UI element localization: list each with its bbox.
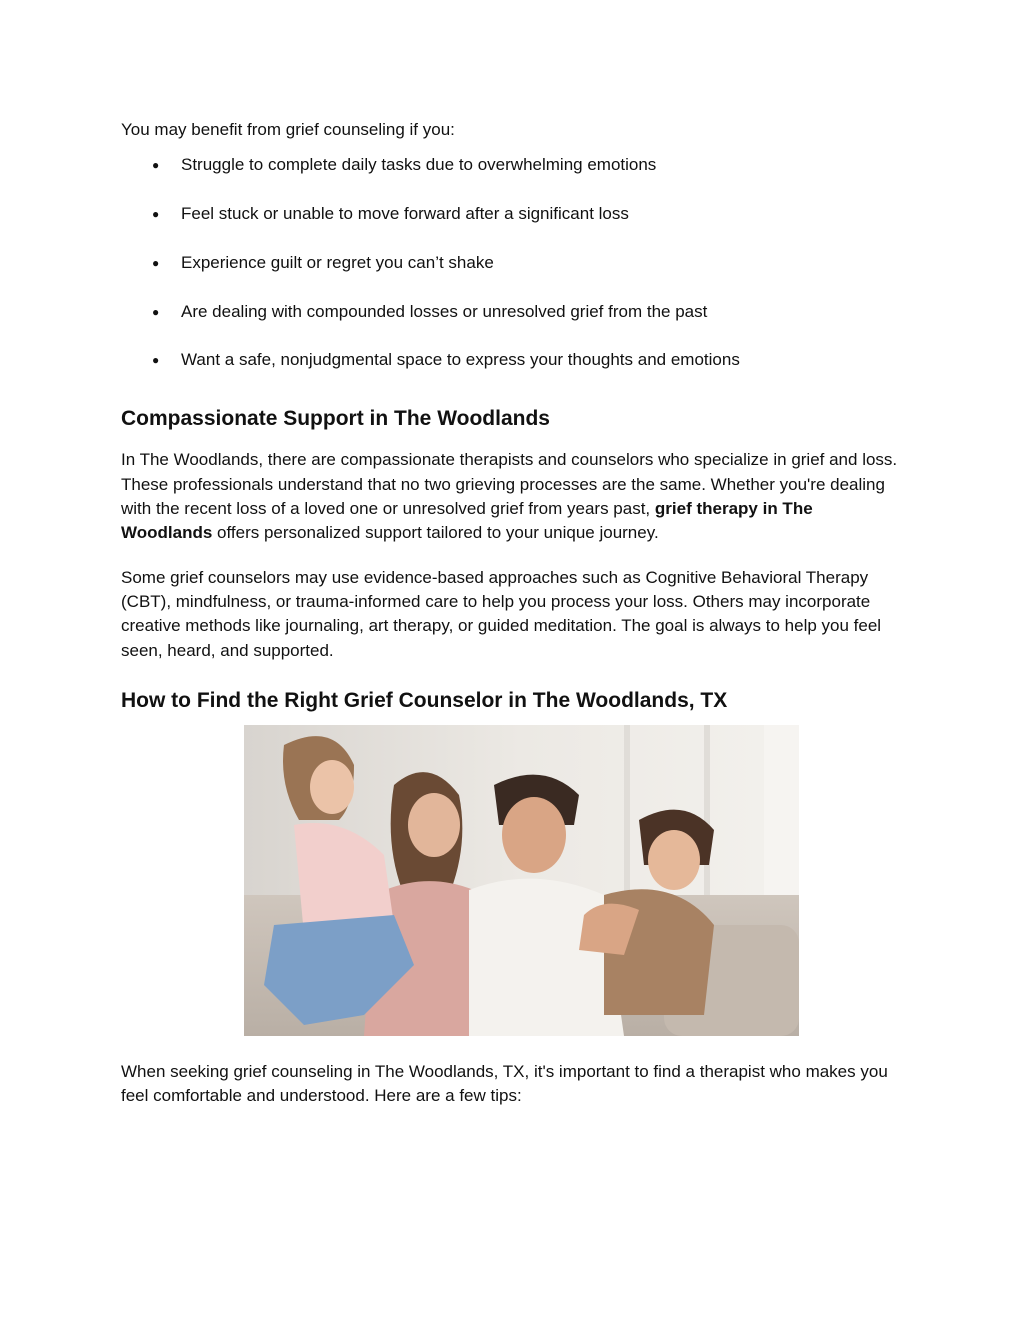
bullet-icon: ● xyxy=(152,304,160,319)
benefit-list xyxy=(121,153,901,372)
list-item: ● Are dealing with compounded losses or unresolved grief from the past xyxy=(121,300,901,324)
bullet-icon: ● xyxy=(152,207,160,222)
list-item: ● Experience guilt or regret you can’t shake xyxy=(121,251,901,275)
family-photo xyxy=(244,725,799,1036)
list-item: ● Feel stuck or unable to move forward after a significant loss xyxy=(121,202,901,226)
paragraph-seeking-counseling: When seeking grief counseling in The Woodlands, TX, it's important to find a therapist who makes you feel comfortable and understood. Here are a few tips: xyxy=(121,1061,888,1106)
list-item: ● Struggle to complete daily tasks due to overwhelming emotions xyxy=(121,153,901,177)
bullet-icon: ● xyxy=(152,255,160,270)
bullet-icon: ● xyxy=(152,158,160,173)
paragraph-woodlands-therapists: In The Woodlands, there are compassionate therapists and counselors who specialize in grief and loss. These professionals understand that no two grieving processes are the same. Whether you're dealing with the recent loss of a loved one or unresolved grief from years past, grief therapy in The Woodlands offers personalized support tailored to your unique journey. xyxy=(121,450,898,543)
list-item: ● Want a safe, nonjudgmental space to express your thoughts and emotions xyxy=(121,348,901,372)
section-heading-compassionate-support: Compassionate Support in The Woodlands xyxy=(121,407,550,431)
paragraph-approaches: Some grief counselors may use evidence-based approaches such as Cognitive Behavioral Therapy (CBT), mindfulness, or trauma-informed care to help you process your loss. Others may incorporate creative methods like journaling, art therapy, or guided meditation. The goal is always to help you feel seen, heard, and supported. xyxy=(121,567,882,660)
document-page xyxy=(121,118,901,1108)
intro-text: You may benefit from grief counseling if you: xyxy=(121,120,455,139)
section-heading-find-counselor: How to Find the Right Grief Counselor in The Woodlands, TX xyxy=(121,688,728,712)
bold-keyword: grief therapy in The Woodlands xyxy=(121,499,813,543)
bullet-icon: ● xyxy=(152,353,160,368)
